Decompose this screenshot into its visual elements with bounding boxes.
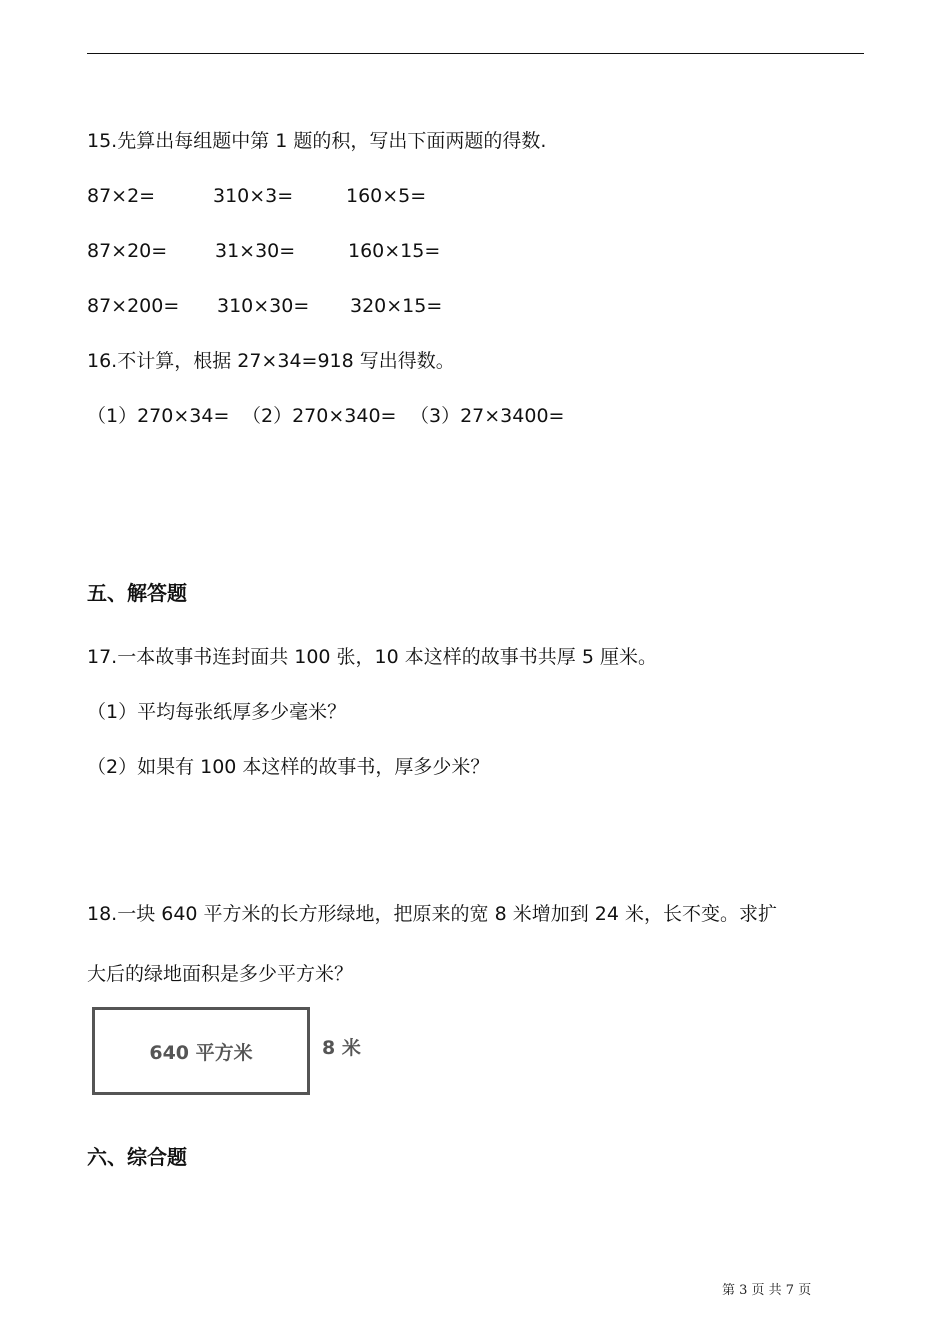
q18-rectangle-figure xyxy=(92,1007,310,1095)
q15-item-r1c3: 160×5= xyxy=(346,185,427,207)
q15-item-r3c3: 320×15= xyxy=(350,295,443,317)
q17-sub-1: （1）平均每张纸厚多少毫米？ xyxy=(87,701,347,723)
q15-item-r2c1: 87×20= xyxy=(87,240,168,262)
q17-prompt: 17.一本故事书连封面共 100 张，10 本这样的故事书共厚 5 厘米。 xyxy=(87,646,657,668)
q15-item-r1c2: 310×3= xyxy=(213,185,294,207)
header-rule xyxy=(87,53,864,54)
q15-item-r3c1: 87×200= xyxy=(87,295,180,317)
q15-item-r3c2: 310×30= xyxy=(217,295,310,317)
q16-item-3: （3）27×3400= xyxy=(410,405,565,427)
q16-prompt: 16.不计算，根据 27×34=918 写出得数。 xyxy=(87,350,455,372)
q15-item-r2c2: 31×30= xyxy=(215,240,296,262)
q15-item-r2c3: 160×15= xyxy=(348,240,441,262)
q15-item-r1c1: 87×2= xyxy=(87,185,156,207)
section-5-title: 五、解答题 xyxy=(87,581,187,605)
q16-item-1: （1）270×34= xyxy=(87,405,230,427)
q15-prompt: 15.先算出每组题中第 1 题的积，写出下面两题的得数. xyxy=(87,130,547,152)
q18-area-label: 640 平方米 xyxy=(149,1041,253,1064)
page-footer: 第 3 页 共 7 页 xyxy=(722,1283,812,1298)
q18-width-label: 8 米 xyxy=(322,1037,361,1059)
q18-line-2: 大后的绿地面积是多少平方米？ xyxy=(87,963,354,985)
section-6-title: 六、综合题 xyxy=(87,1145,187,1169)
q18-line-1: 18.一块 640 平方米的长方形绿地，把原来的宽 8 米增加到 24 米，长不变。求扩 xyxy=(87,903,777,925)
q16-item-2: （2）270×340= xyxy=(242,405,397,427)
q17-sub-2: （2）如果有 100 本这样的故事书，厚多少米？ xyxy=(87,756,490,778)
